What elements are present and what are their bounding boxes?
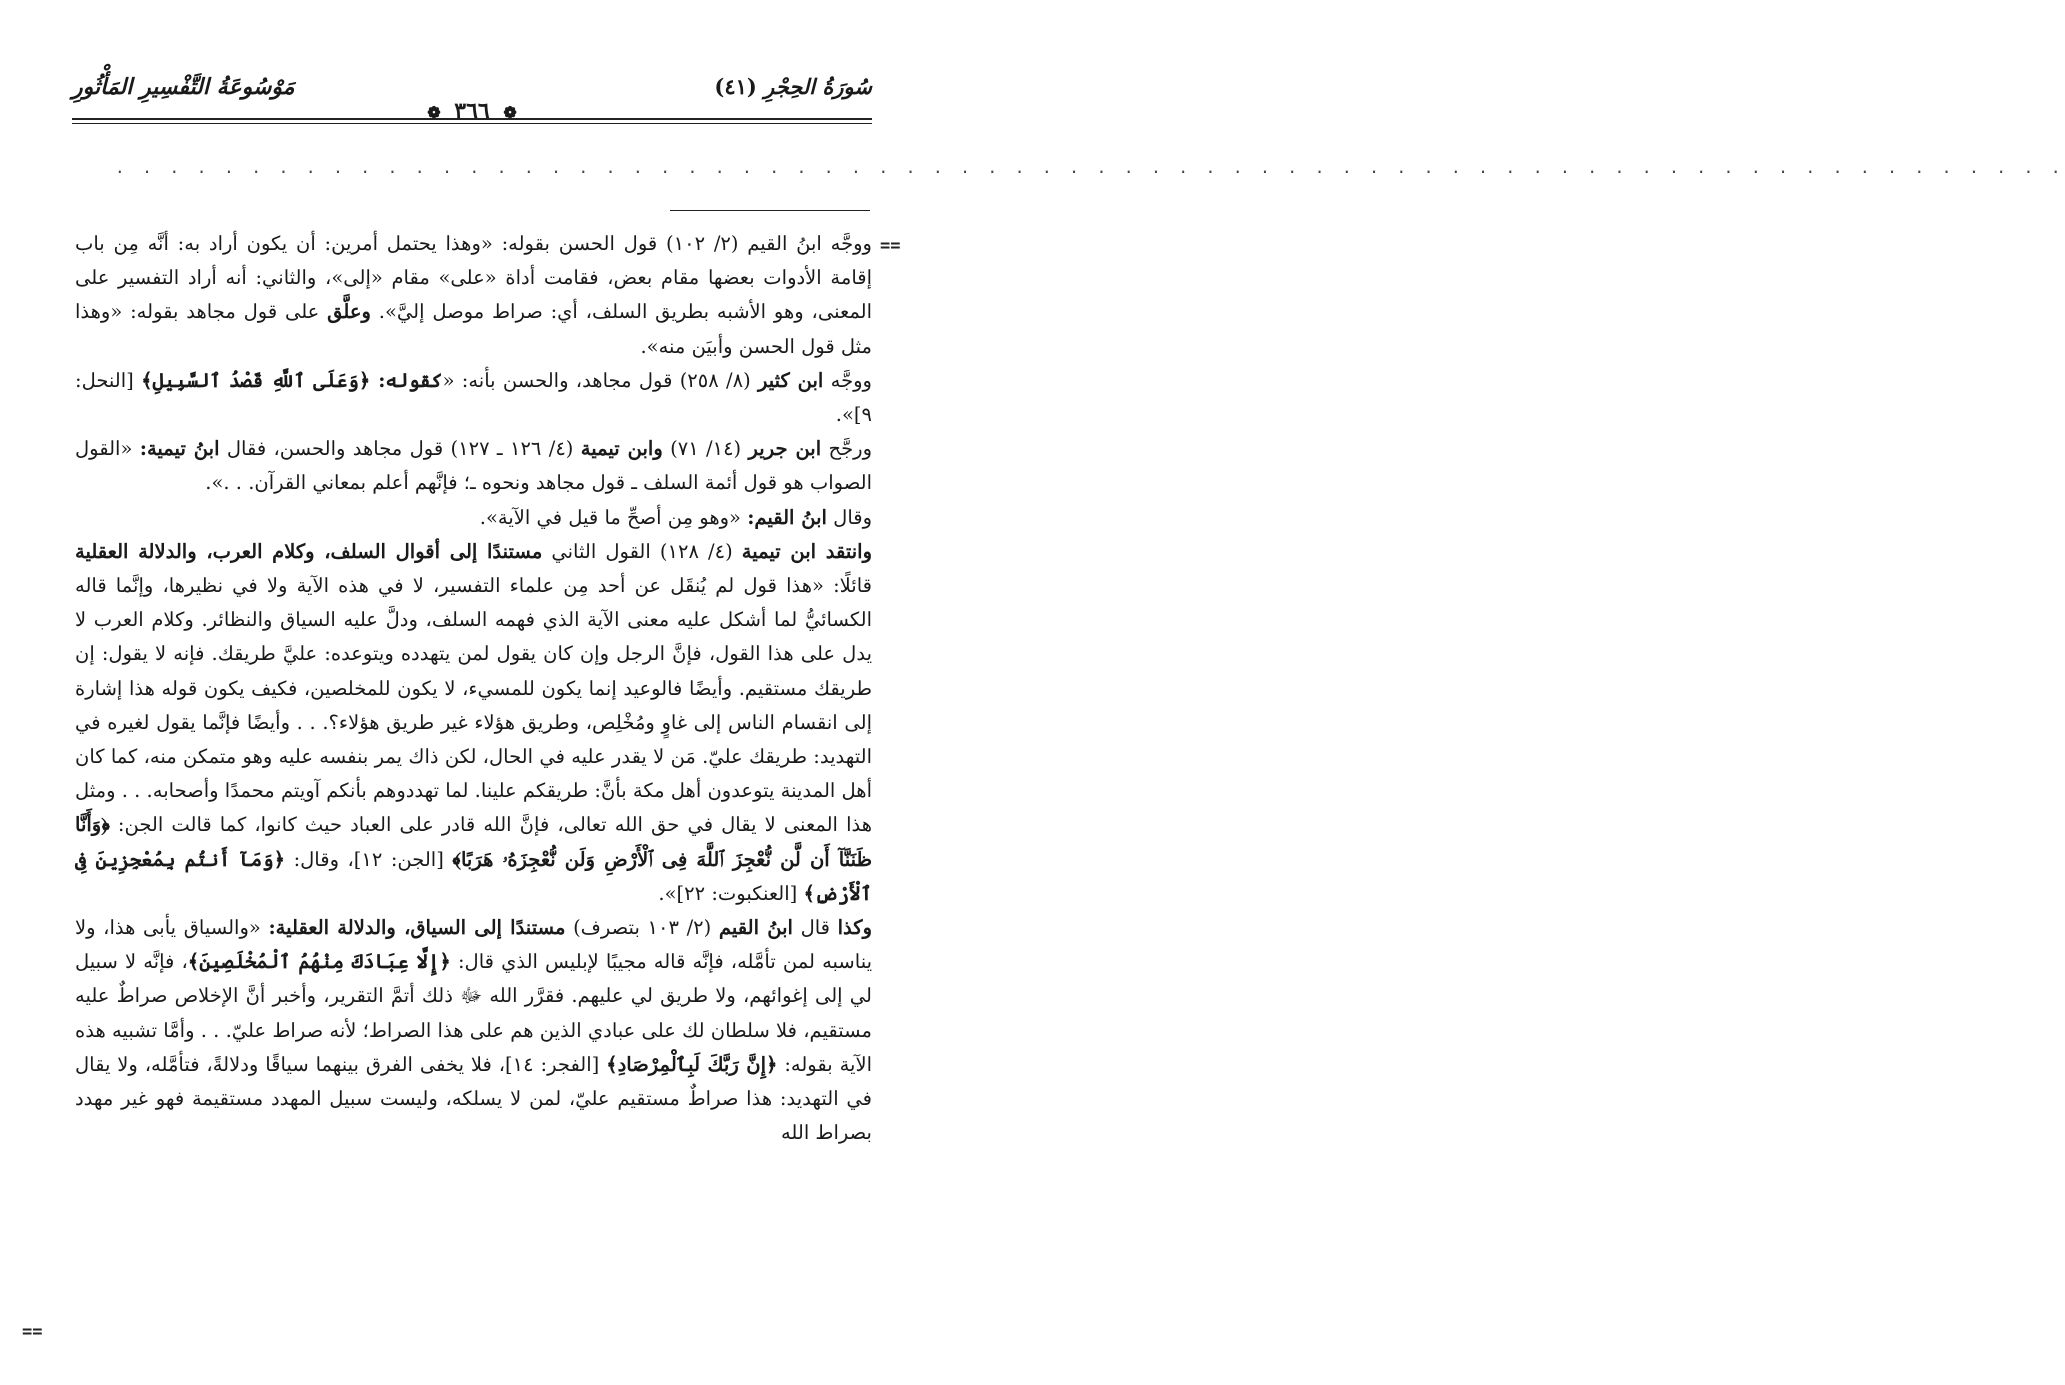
text-segment: (٨/ ٢٥٨) قول مجاهد، والحسن بأنه: « — [442, 368, 758, 392]
text-segment: (٤/ ١٢٦ ـ ١٢٧) قول مجاهد والحسن، فقال — [219, 437, 581, 461]
text-segment: [النحل: ٩]». — [75, 368, 872, 427]
text-segment: (٤/ ١٢٨) القول الثاني — [542, 539, 742, 563]
bold-text: مستندًا إلى السياق، والدلالة العقلية: — [268, 916, 566, 940]
bold-text: مستندًا إلى أقوال السلف، وكلام العرب، والدلالة العقلية — [75, 539, 543, 563]
text-segment: [العنكبوت: ٢٢]». — [658, 881, 804, 905]
bold-text: وابن تيمية — [580, 437, 663, 461]
bold-text: ابنُ القيم: — [747, 505, 827, 529]
bold-text: ابن كثير — [757, 368, 824, 392]
text-segment: قائلًا: «هذا قول لم يُنقَل عن أحد مِن علماء التفسير، لا في هذه الآية ولا في نظيرها، وإنَّما قاله الكسائيُّ لما أشكل عليه معنى الآية الذي فهمه السلف، ودلَّ عليه السياق والنظائر. وكلام العرب لا يدل على هذا القول، فإنَّ الرجل وإن كان يقول لمن يتهدده ويتوعده: عليَّ طريقك. فإنه لا يقول: إن طريقك مستقيم. وأيضًا فالوعيد إنما يكون للمسيء، لا يكون للمخلصين، فكيف يكون قوله هذا إشارة إلى انقسام الناس إلى غاوٍ ومُخْلِص، وطريق هؤلاء غير طريق هؤلاء؟. . . وأيضًا فإنَّما يقول لغيره في التهديد: طريقك عليّ. مَن لا يقدر عليه في الحال، لكن ذاك يمر بنفسه عليه وهو متمكن منه، كما كان أهل المدينة يتوعدون أهل مكة بأنَّ: طريقكم علينا. لما تهددوهم بأنكم آويتم محمدًا وأصحابه. . . ومثل هذا المعنى لا يقال في حق الله تعالى، فإنَّ الله قادر على العباد حيث كانوا، كما قالت الجن: — [75, 574, 873, 837]
text-segment: «والسياق يأبى هذا، ولا يناسبه لمن تأمَّله، فإنَّه قاله مجيبًا لإبليس الذي قال: — [75, 916, 873, 974]
header-rule-thick — [72, 118, 872, 120]
text-segment: (١٤/ ٧١) — [662, 437, 749, 461]
bold-text: وعلَّق — [327, 300, 371, 324]
ornament-icon: ❁ — [427, 103, 441, 122]
header-rule-thin — [72, 123, 872, 124]
text-segment: [الفجر: ١٤]، فلا يخفى الفرق بينهما سياقًا ودلالةً، فتأمَّله، ولا يقال في التهديد: هذا صراطٌ مستقيم عليّ، لمن لا يسلكه، وليست سبيل المهدد مستقيمة فهو غير مهدد بصراط الله — [75, 1052, 872, 1145]
text-segment: ووجَّه ابنُ القيم (٢/ ١٠٢) قول الحسن بقوله: «وهذا يحتمل أمرين: أن يكون أراد به: أنَّه مِن باب إقامة الأدوات بعضها مقام بعض، فقامت أداة «على» مقام «إلى»، والثاني: أنه أراد التفسير على المعنى، وهو الأشبه بطريق السلف، أي: صراط موصل إليَّ». — [75, 232, 872, 324]
bold-text: كقوله: ﴿وَعَلَى ٱللَّهِ قَصْدُ ٱلسَّبِيلِ﴾ — [141, 368, 443, 392]
footnote-rule — [670, 210, 870, 211]
paragraph — [75, 501, 872, 535]
continuation-mark-top: == — [880, 236, 901, 256]
book-title: مَوْسُوعَةُ التَّفْسِيرِ المَأْثُورِ — [72, 74, 295, 100]
bold-text: ﴿وَأَنَّا ظَنَنَّآ أَن لَّن نُّعْجِزَ ٱللَّهَ فِى ٱلْأَرْضِ وَلَن نُّعْجِزَهُۥ هَرَبًا﴾ — [75, 813, 873, 871]
paragraph — [75, 911, 872, 1150]
page-number-block — [72, 98, 872, 124]
dotted-separator: . . . . . . . . . . . . . . . . . . . . . . . . . . . . . . . . . . . . . . . . . . . . . . . . . . . . . . . . . . . . . . . . . . . . . . . . — [115, 158, 2065, 177]
text-segment: قال — [792, 916, 838, 940]
continuation-mark-bottom: == — [22, 1322, 43, 1342]
text-segment: ووجَّه — [823, 368, 872, 392]
page-header — [72, 70, 872, 122]
paragraph — [75, 364, 872, 432]
bold-text: ابنُ تيمية: — [139, 437, 220, 461]
ayah-reference: (٤١) — [714, 74, 757, 99]
ornament-icon: ❁ — [503, 103, 517, 122]
bold-text: ابن جرير — [748, 437, 822, 461]
bold-text: ﴿إِلَّا عِبَادَكَ مِنْهُمُ ٱلْمُخْلَصِينَ﴾ — [187, 950, 451, 974]
bold-text: وانتقد ابن تيمية — [741, 539, 873, 563]
text-segment: (٢/ ١٠٣ بتصرف) — [565, 916, 719, 940]
page-number: ٣٦٦ — [454, 98, 490, 124]
text-segment: ، فإنَّه لا سبيل لي إلى إغوائهم، ولا طريق لي عليهم. فقرَّر الله ﷻ ذلك أتمَّ التقرير، وأخبر أنَّ الإخلاص صراطٌ عليه مستقيم، فلا سلطان لك على عبادي الذين هم على هذا الصراط؛ لأنه صراط عليّ. . . وأمَّا تشبيه هذه الآية بقوله: — [75, 950, 872, 1076]
surah-heading — [714, 74, 872, 99]
bold-text: ابنُ القيم — [718, 916, 793, 940]
footnote-body — [75, 227, 872, 1150]
bold-text: وكذا — [837, 916, 872, 940]
paragraph — [75, 535, 872, 911]
text-segment: [الجن: ١٢]، وقال: — [285, 847, 453, 871]
text-segment: وقال — [826, 505, 872, 529]
bold-text: ﴿إِنَّ رَبَّكَ لَبِٱلْمِرْصَادِ﴾ — [606, 1052, 778, 1076]
paragraph — [75, 227, 872, 364]
text-segment: ورجَّح — [821, 437, 872, 461]
paragraph — [75, 432, 872, 500]
text-segment: «القول الصواب هو قول أئمة السلف ـ قول مجاهد ونحوه ـ؛ فإنَّهم أعلم بمعاني القرآن. . .». — [75, 437, 872, 495]
text-segment: على قول مجاهد بقوله: «وهذا مثل قول الحسن وأبيَن منه». — [75, 300, 872, 358]
surah-name: سُورَةُ الحِجْرِ — [764, 74, 872, 99]
text-segment: «وهو مِن أصحِّ ما قيل في الآية». — [479, 505, 748, 529]
bold-text: ﴿وَمَآ أَنتُم بِمُعْجِزِينَ فِى ٱلْأَرْضِ﴾ — [75, 847, 872, 905]
